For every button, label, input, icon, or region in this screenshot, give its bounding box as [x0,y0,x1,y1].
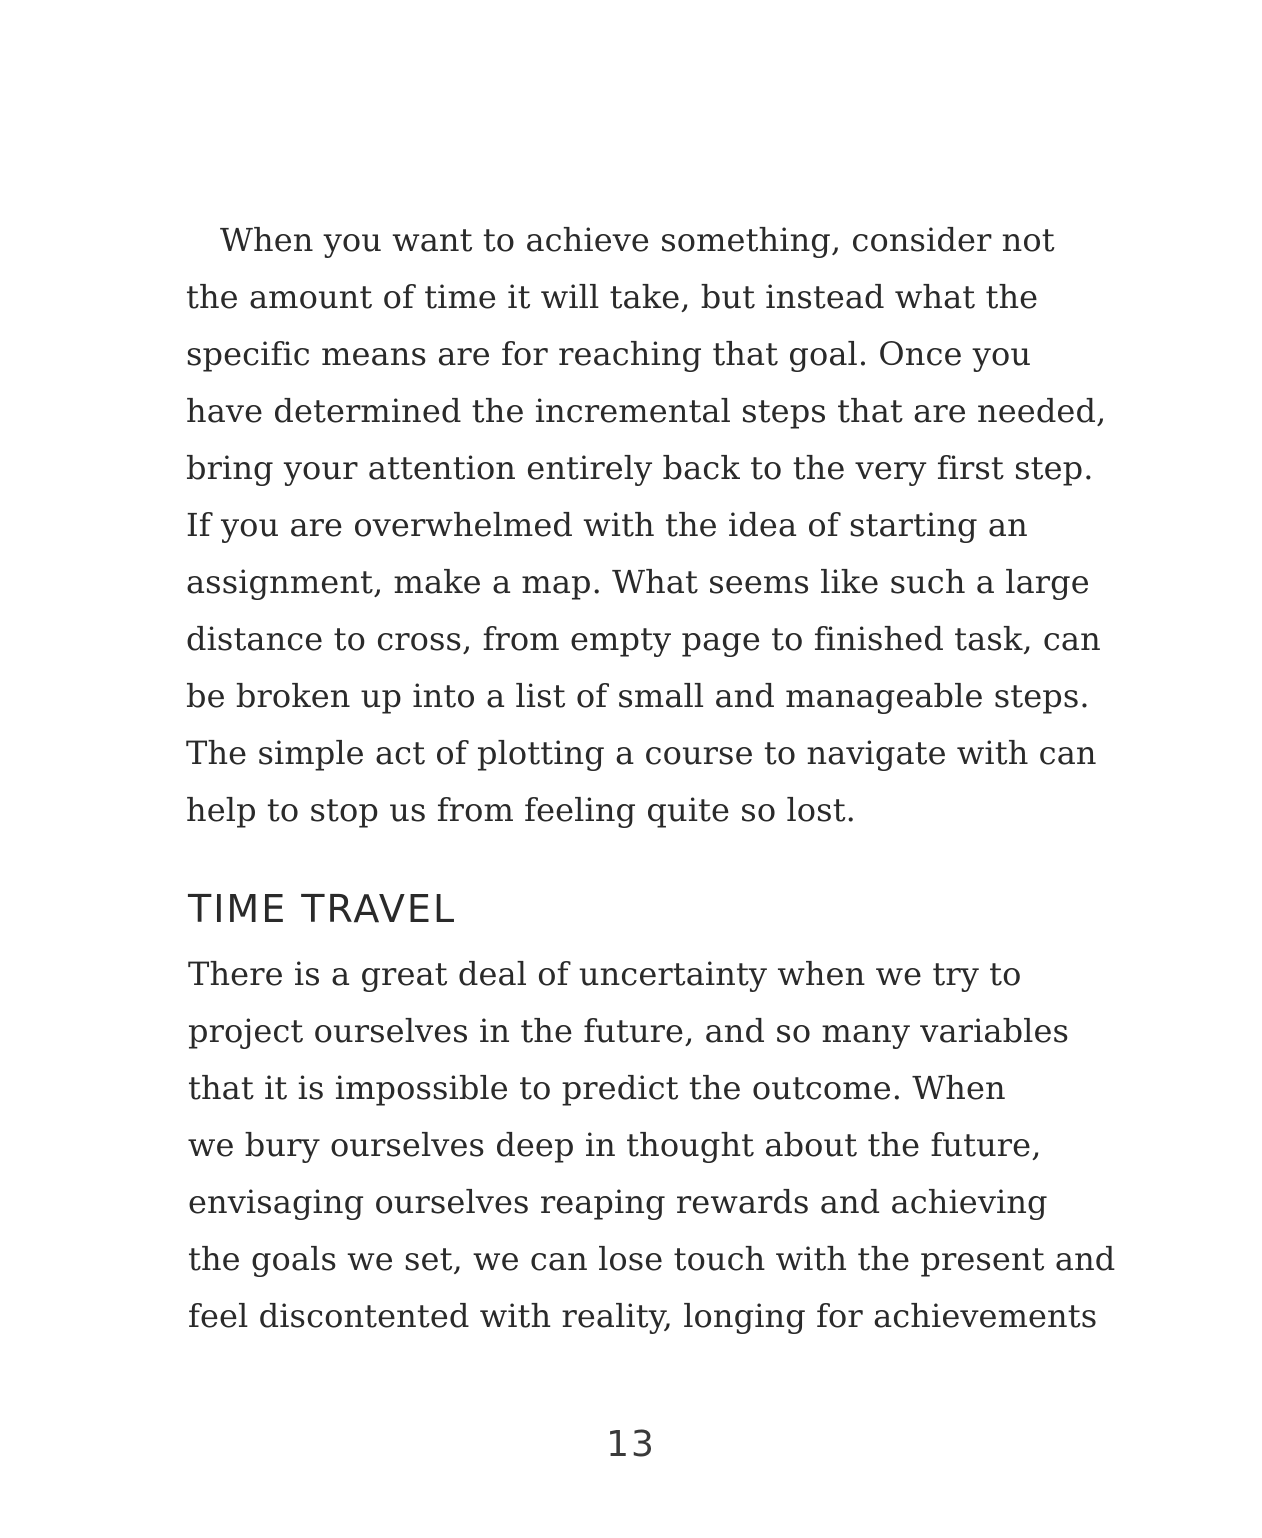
paragraph-line: project ourselves in the future, and so many variables [188,1012,1070,1050]
paragraph-line: distance to cross, from empty page to finished task, can [186,620,1101,658]
paragraph-line: bring your attention entirely back to the very first step. [186,449,1094,487]
paragraph-line: be broken up into a list of small and manageable steps. [186,677,1090,715]
paragraph-line: the goals we set, we can lose touch with the present and [188,1240,1116,1278]
paragraph-line: have determined the incremental steps that are needed, [186,392,1107,430]
paragraph-line: that it is impossible to predict the outcome. When [188,1069,1006,1107]
paragraph-line: The simple act of plotting a course to navigate with can [186,734,1097,772]
paragraph-1 [186,212,1107,839]
paragraph-line: envisaging ourselves reaping rewards and achieving [188,1183,1048,1221]
page-number: 13 [606,1424,656,1465]
paragraph-2 [188,946,1116,1345]
section-heading: TIME TRAVEL [188,887,457,931]
paragraph-line: assignment, make a map. What seems like such a large [186,563,1090,601]
paragraph-line: we bury ourselves deep in thought about the future, [188,1126,1042,1164]
paragraph-line: There is a great deal of uncertainty when we try to [188,955,1022,993]
paragraph-line: feel discontented with reality, longing for achievements [188,1297,1098,1335]
paragraph-line: help to stop us from feeling quite so lost. [186,791,856,829]
paragraph-line: specific means are for reaching that goal. Once you [186,335,1032,373]
paragraph-line: When you want to achieve something, consider not [220,221,1055,259]
paragraph-line: the amount of time it will take, but instead what the [186,278,1039,316]
paragraph-line: If you are overwhelmed with the idea of starting an [186,506,1028,544]
